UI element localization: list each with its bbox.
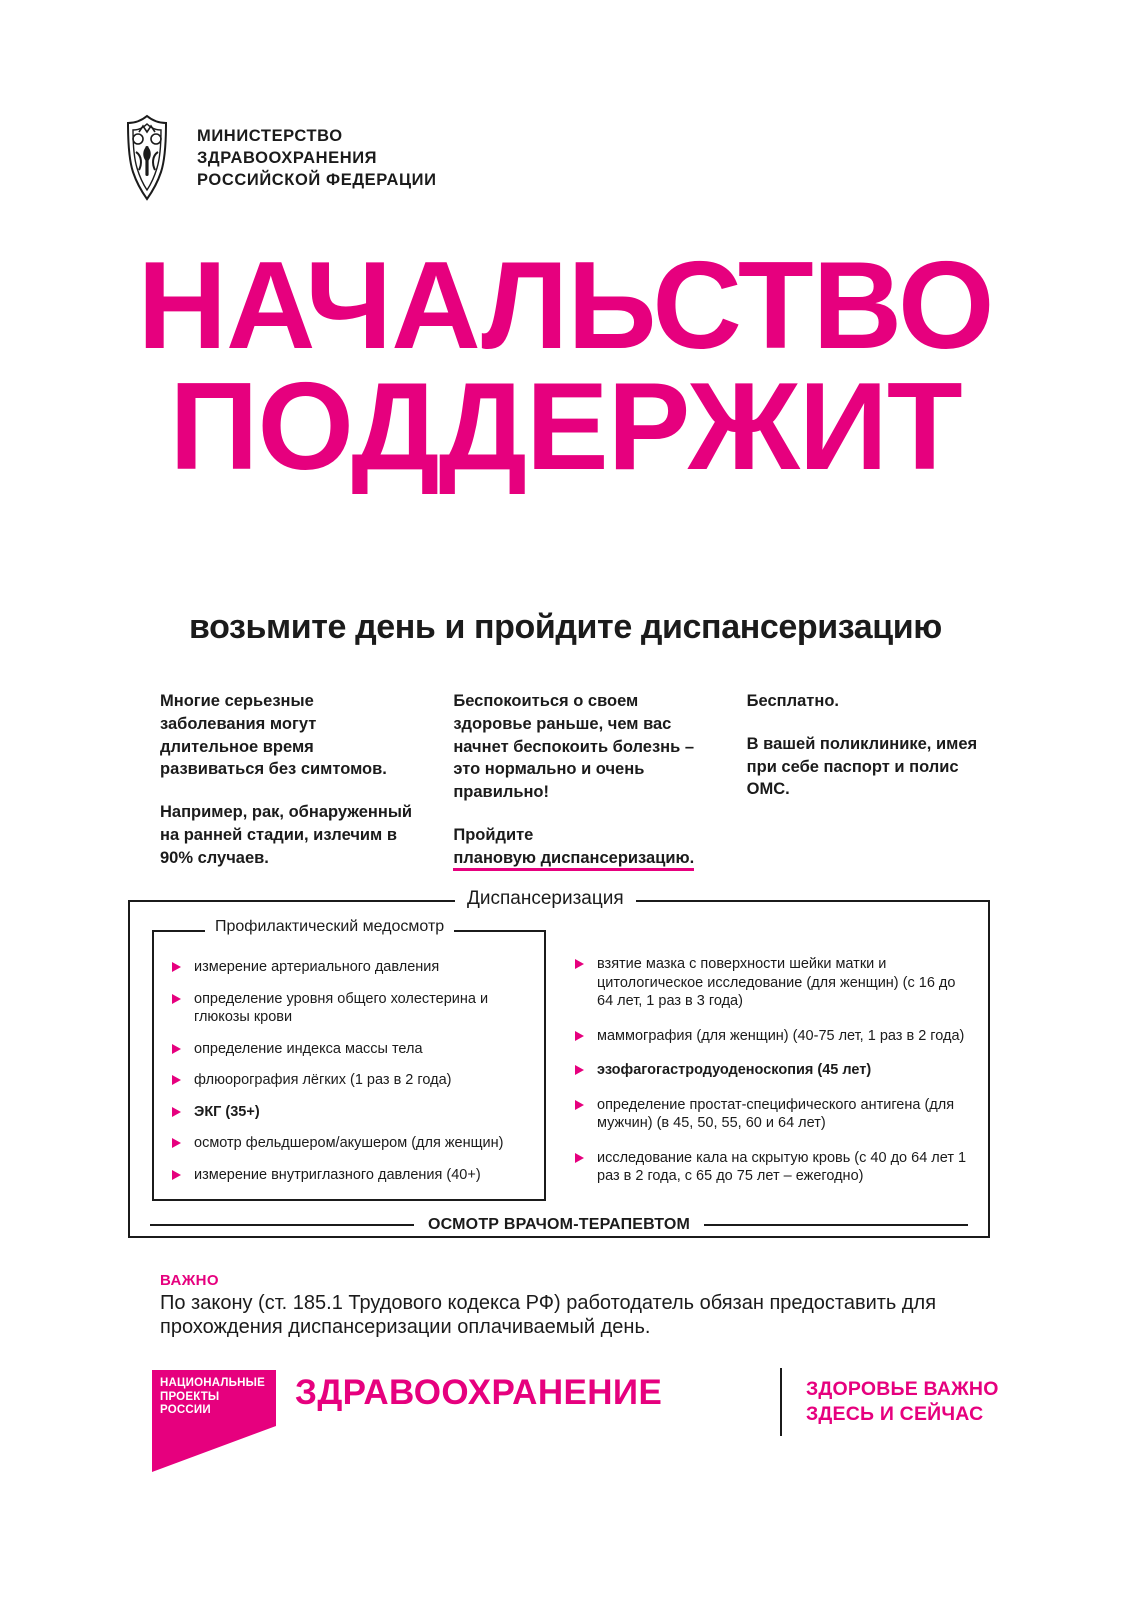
list-item: [172, 1071, 534, 1090]
ministry-title: [197, 112, 437, 191]
checkup-list: [172, 958, 534, 1197]
bullet-triangle-icon: [575, 1100, 584, 1110]
page-title: [0, 237, 1131, 497]
list-item: [172, 1134, 534, 1153]
headline-line-1: НАЧАЛЬСТВО: [137, 237, 994, 375]
important-title: ВАЖНО: [160, 1272, 219, 1289]
important-note: [160, 1272, 960, 1340]
ministry-header: [115, 112, 437, 204]
list-item-label: взятие мазка с поверхности шейки матки и цитологическое исследование (для женщин) (с 16 до 64 лет, 1 раз в 3 года): [597, 956, 956, 1010]
bullet-triangle-icon: [575, 1153, 584, 1163]
bullet-triangle-icon: [172, 994, 181, 1004]
list-item-label: исследование кала на скрытую кровь (с 40 до 64 лет 1 раз в 2 года, с 65 до 75 лет – ежегодно): [597, 1149, 967, 1185]
list-item: [172, 990, 534, 1027]
footer-slogan-line-1: ЗДОРОВЬЕ ВАЖНО: [806, 1378, 999, 1400]
list-item: [172, 958, 534, 977]
np-line-3: РОССИИ: [160, 1404, 211, 1417]
list-item-label: осмотр фельдшером/акушером (для женщин): [194, 1135, 504, 1152]
list-item: [575, 1061, 975, 1080]
screening-panel-title: Диспансеризация: [455, 888, 636, 910]
bullet-triangle-icon: [575, 1031, 584, 1041]
list-item-label: определение простат-специфического антигена (для мужчин) (в 45, 50, 55, 60 и 64 лет): [597, 1096, 955, 1132]
bullet-triangle-icon: [172, 1107, 181, 1117]
list-item-label: ЭКГ (35+): [194, 1103, 260, 1120]
page-subtitle: возьмите день и пройдите диспансеризацию: [189, 608, 942, 646]
intro-col2-paragraph-2: [453, 824, 706, 870]
intro-columns: [160, 690, 1000, 869]
footer-divider: [780, 1368, 782, 1436]
intro-col2-highlight: плановую диспансеризацию.: [453, 849, 694, 871]
checkup-box-title: Профилактический медосмотр: [205, 918, 454, 936]
bullet-triangle-icon: [172, 1075, 181, 1085]
therapist-row: [150, 1216, 968, 1234]
list-item-label: определение уровня общего холестерина и глюкозы крови: [194, 990, 489, 1026]
list-item: [575, 1096, 975, 1133]
footer-slogan: [806, 1377, 999, 1428]
intro-col1-paragraph-1: Многие серьезные заболевания могут длительное время развиваться без симтомов.: [160, 692, 387, 779]
footer-brand: ЗДРАВООХРАНЕНИЕ: [295, 1373, 663, 1412]
divider-right: [704, 1224, 968, 1226]
intro-column-2: [453, 690, 706, 869]
screening-list: [575, 955, 975, 1202]
intro-col1-paragraph-2: Например, рак, обнаруженный на ранней стадии, излечим в 90% случаев.: [160, 803, 413, 867]
list-item: [575, 1149, 975, 1186]
bullet-triangle-icon: [172, 1138, 181, 1148]
bullet-triangle-icon: [172, 962, 181, 972]
intro-col3-paragraph-1: Бесплатно.: [746, 692, 839, 710]
bullet-triangle-icon: [172, 1044, 181, 1054]
national-projects-logo: [152, 1370, 276, 1472]
list-item-label: определение индекса массы тела: [194, 1040, 423, 1057]
bullet-triangle-icon: [575, 959, 584, 969]
list-item: [575, 955, 975, 1011]
list-item-label: измерение внутриглазного давления (40+): [194, 1166, 481, 1183]
np-line-1: НАЦИОНАЛЬНЫЕ: [160, 1377, 265, 1389]
ministry-line-2: ЗДРАВООХРАНЕНИЯ: [197, 148, 378, 167]
important-text: По закону (ст. 185.1 Трудового кодекса РФ) работодатель обязан предоставить для прохождения диспансеризации оплачиваемый день.: [160, 1292, 937, 1339]
np-logo-tail-shape: [152, 1426, 276, 1472]
intro-col2-paragraph-1: Беспокоиться о своем здоровье раньше, чем вас начнет беспокоить болезнь – это нормально и очень правильно!: [453, 692, 695, 802]
intro-column-3: [747, 690, 1000, 869]
list-item-label: флюорография лёгких (1 раз в 2 года): [194, 1072, 452, 1089]
divider-left: [150, 1224, 414, 1226]
ministry-line-3: РОССИЙСКОЙ ФЕДЕРАЦИИ: [197, 170, 437, 189]
list-item: [172, 1103, 534, 1122]
bullet-triangle-icon: [172, 1170, 181, 1180]
bullet-triangle-icon: [575, 1065, 584, 1075]
list-item-label: эзофагогастродуоденоскопия (45 лет): [597, 1062, 872, 1079]
intro-column-1: [160, 690, 413, 869]
intro-col3-paragraph-2: В вашей поликлинике, имея при себе паспорт и полис ОМС.: [746, 734, 978, 799]
footer-slogan-line-2: ЗДЕСЬ И СЕЙЧАС: [806, 1403, 984, 1426]
national-projects-box: [152, 1370, 276, 1426]
np-line-2: ПРОЕКТЫ: [160, 1390, 220, 1403]
list-item: [172, 1166, 534, 1185]
list-item: [575, 1027, 975, 1046]
list-item-label: измерение артериального давления: [194, 959, 440, 975]
ministry-line-1: МИНИСТЕРСТВО: [197, 127, 343, 145]
list-item-label: маммография (для женщин) (40-75 лет, 1 раз в 2 года): [597, 1027, 965, 1044]
list-item: [172, 1040, 534, 1059]
russian-federation-coat-of-arms-icon: [115, 112, 179, 204]
intro-col2-call-to-action: Пройдите: [453, 825, 534, 844]
therapist-label: ОСМОТР ВРАЧОМ-ТЕРАПЕВТОМ: [427, 1216, 691, 1233]
headline-line-2: ПОДДЕРЖИТ: [169, 358, 962, 497]
